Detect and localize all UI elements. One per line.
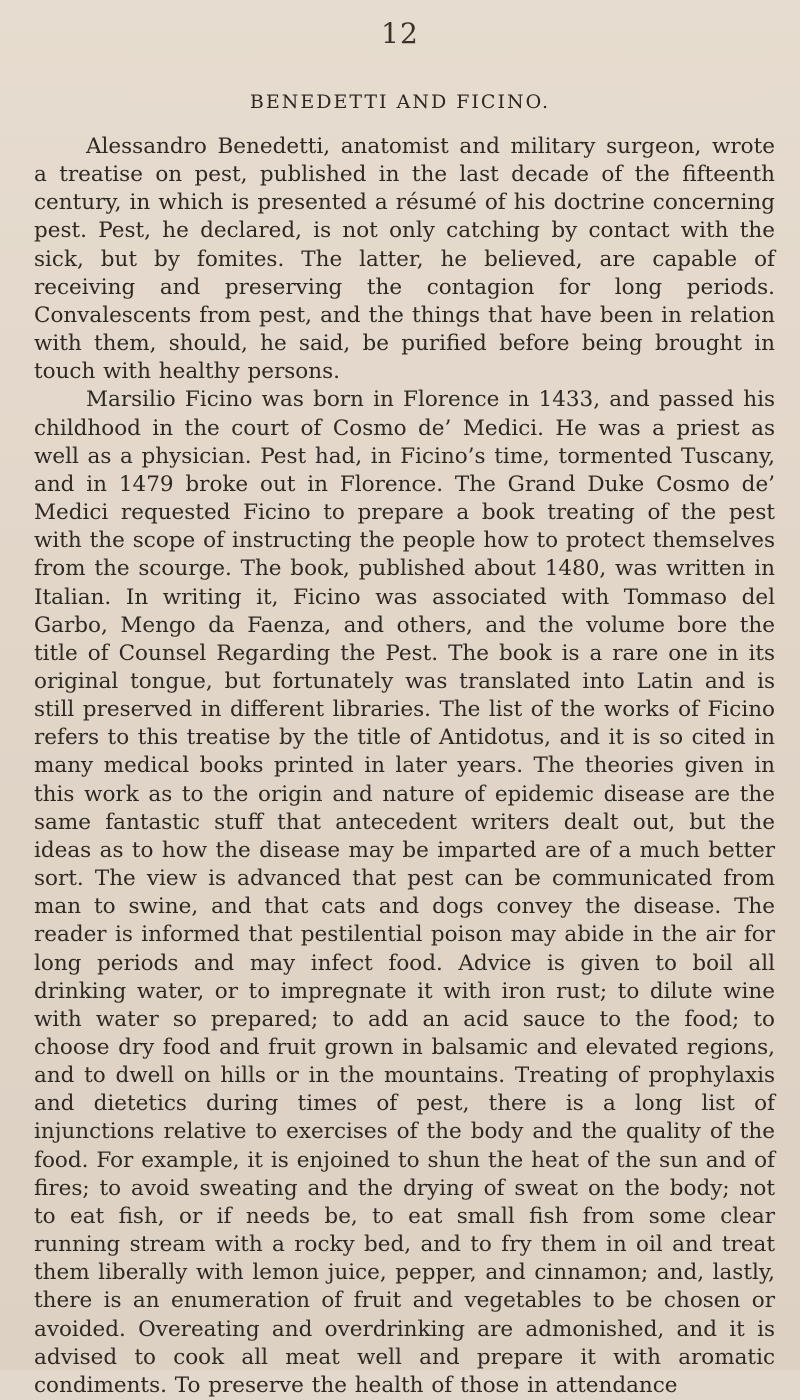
body-text: [34, 133, 775, 1400]
section-heading: BENEDETTI AND FICINO.: [249, 91, 551, 113]
paragraph-benedetti: Alessandro Benedetti, anatomist and military surgeon, wrote a treatise on pest, published in the last decade of the fifteenth century, in which is presented a résumé of his doctrine concerning pest. Pest, he declared, is not only catching by contact with the sick, but by fomites. The latter, he believed, are capable of receiving and preserving the contagion for long periods. Convalescents from pest, and the things that have been in relation with them, should, he said, be purified before being brought in touch with healthy persons.: [34, 134, 775, 385]
page-number: 12: [381, 17, 419, 50]
paragraph-ficino: Marsilio Ficino was born in Florence in 1433, and passed his childhood in the court of Cosmo de’ Medici. He was a priest as well as a physician. Pest had, in Ficino’s time, tormented Tuscany, and in 1479 broke out in Florence. The Grand Duke Cosmo de’ Medici requested Ficino to prepare a book treating of the pest with the scope of instructing the people how to protect themselves from the scourge. The book, published about 1480, was written in Italian. In writing it, Ficino was associated with Tommaso del Garbo, Mengo da Faenza, and others, and the volume bore the title of Counsel Regarding the Pest. The book is a rare one in its original tongue, but fortunately was translated into Latin and is still preserved in different libraries. The list of the works of Ficino refers to this treatise by the title of Antidotus, and it is so cited in many medical books printed in later years. The theories given in this work as to the origin and nature of epidemic disease are the same fantastic stuff that antecedent writers dealt out, but the ideas as to how the disease may be imparted are of a much better sort. The view is advanced that pest can be communicated from man to swine, and that cats and dogs convey the disease. The reader is informed that pestilential poison may abide in the air for long periods and may infect food. Advice is given to boil all drinking water, or to impregnate it with iron rust; to dilute wine with water so prepared; to add an acid sauce to the food; to choose dry food and fruit grown in balsamic and elevated regions, and to dwell on hills or in the mountains. Treating of prophylaxis and dietetics during times of pest, there is a long list of injunctions relative to exercises of the body and the quality of the food. For example, it is enjoined to shun the heat of the sun and of fires; to avoid sweating and the drying of sweat on the body; not to eat fish, or if needs be, to eat small fish from some clear running stream with a rocky bed, and to fry them in oil and treat them liberally with lemon juice, pepper, and cinnamon; and, lastly, there is an enumeration of fruit and vegetables to be chosen or avoided. Overeating and overdrinking are admonished, and it is advised to cook all meat well and prepare it with aromatic condiments. To preserve the health of those in attendance: [34, 387, 775, 1398]
